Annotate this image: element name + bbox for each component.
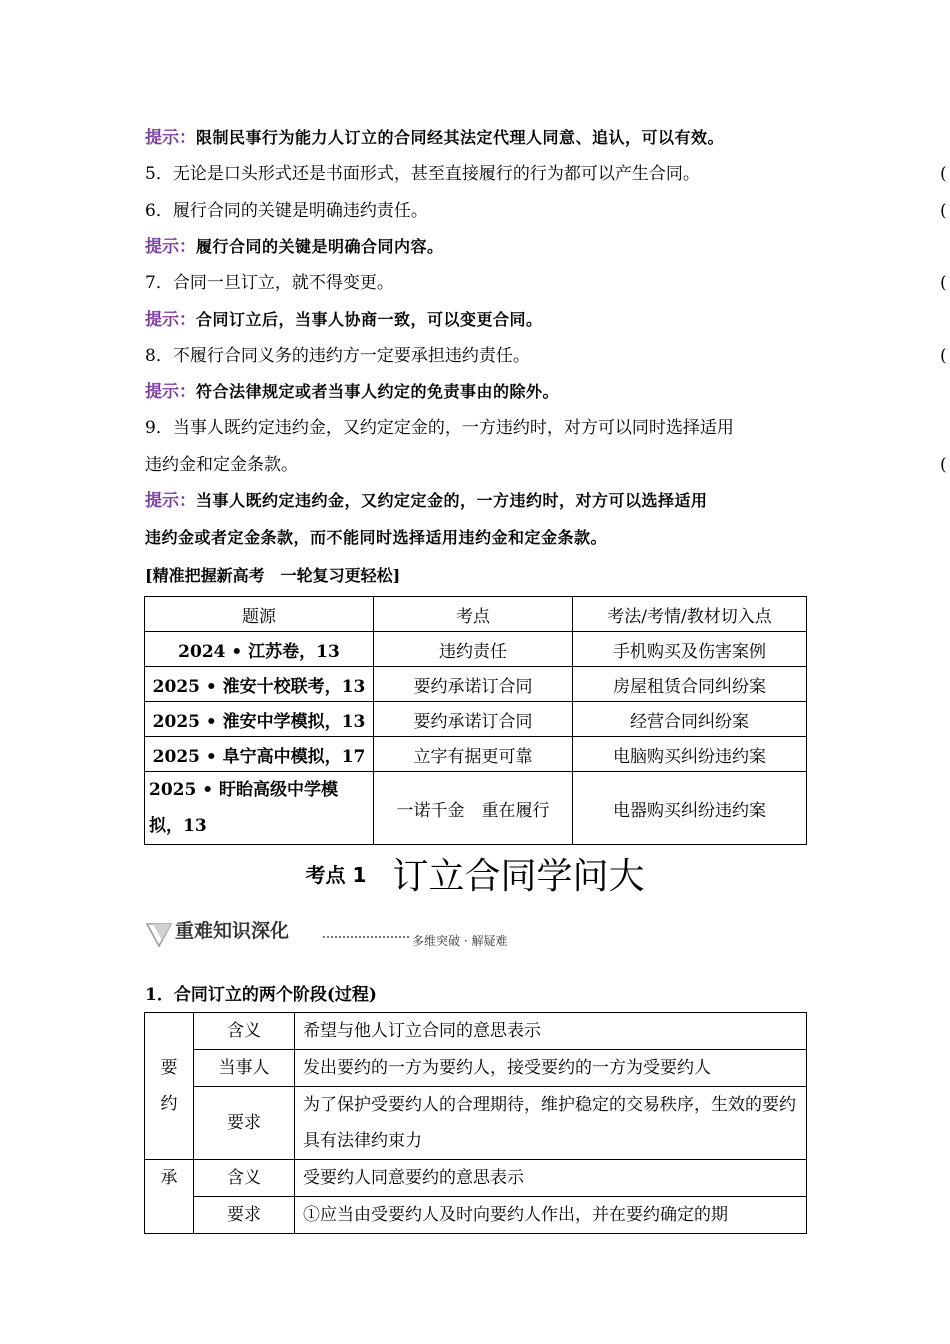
table-cell: 希望与他人订立合同的意思表示	[295, 1013, 807, 1050]
table-cell: 要求	[194, 1197, 295, 1234]
offer-label: 要约	[145, 1013, 194, 1160]
topic-heading	[0, 848, 950, 899]
table-cell: 一诺千金 重在履行	[374, 772, 573, 845]
table-cell: 要约承诺订合同	[374, 667, 573, 702]
hint-label: 提示：	[145, 237, 196, 257]
answer-paren: (	[940, 273, 947, 293]
hint-label: 提示：	[145, 382, 196, 402]
hint-line	[145, 236, 444, 258]
table-cell: 2025 • 淮安中学模拟，13	[145, 702, 374, 737]
hint-line	[145, 309, 543, 331]
table-cell: 要约承诺订合同	[374, 702, 573, 737]
question-9-line-2: 违约金和定金条款。	[145, 455, 298, 475]
table-cell: 2025 • 盱眙高级中学模拟，13	[145, 772, 374, 845]
answer-paren: (	[940, 164, 947, 184]
hint-text: 违约金或者定金条款，而不能同时选择适用违约金和定金条款。	[145, 528, 608, 547]
hint-line-continued	[145, 527, 607, 549]
table-cell: 违约责任	[374, 632, 573, 667]
hint-label: 提示：	[145, 310, 196, 330]
table-header: 题源	[145, 597, 374, 632]
hint-text: 合同订立后，当事人协商一致，可以变更合同。	[196, 310, 543, 329]
hint-text: 符合法律规定或者当事人约定的免责事由的除外。	[196, 382, 560, 401]
source-table	[144, 596, 807, 845]
table-row	[145, 737, 807, 772]
table-cell: 房屋租赁合同纠纷案	[573, 667, 807, 702]
table-cell: 发出要约的一方为要约人，接受要约的一方为受要约人	[295, 1050, 807, 1087]
question-8: 8．不履行合同义务的违约方一定要承担违约责任。	[145, 346, 530, 366]
question-6: 6．履行合同的关键是明确违约责任。	[145, 201, 428, 221]
stage-table	[144, 1012, 807, 1234]
table-cell: 电器购买纠纷违约案	[573, 772, 807, 845]
table-cell: 手机购买及伤害案例	[573, 632, 807, 667]
table-row	[145, 1197, 807, 1234]
table-header: 考法/考情/教材切入点	[573, 597, 807, 632]
answer-paren: (	[940, 201, 947, 221]
table-row	[145, 667, 807, 702]
table-cell: 经营合同纠纷案	[573, 702, 807, 737]
topic-label: 考点 1	[305, 863, 367, 887]
topic-title: 订立合同学问大	[392, 856, 645, 897]
section-banner	[145, 916, 545, 952]
table-cell: ①应当由受要约人及时向要约人作出，并在要约确定的期	[295, 1197, 807, 1234]
hint-text: 当事人既约定违约金，又约定定金的，一方违约时，对方可以选择适用	[196, 491, 708, 510]
table-row	[145, 1050, 807, 1087]
table-cell: 当事人	[194, 1050, 295, 1087]
table-cell: 为了保护受要约人的合理期待，维护稳定的交易秩序，生效的要约具有法律约束力	[295, 1087, 807, 1160]
answer-paren: (	[940, 455, 947, 475]
hint-label: 提示：	[145, 128, 196, 148]
table-row	[145, 1160, 807, 1197]
table-row	[145, 632, 807, 667]
question-9-line-1: 9．当事人既约定违约金，又约定定金的，一方违约时，对方可以同时选择适用	[145, 418, 734, 438]
table-cell: 2025 • 阜宁高中模拟，17	[145, 737, 374, 772]
question-7: 7．合同一旦订立，就不得变更。	[145, 273, 394, 293]
section-title: [精准把握新高考 一轮复习更轻松]	[145, 566, 401, 585]
hint-line	[145, 381, 559, 403]
table-cell: 立字有据更可靠	[374, 737, 573, 772]
stage-heading: 1．合同订立的两个阶段(过程)	[145, 985, 377, 1005]
hint-text: 限制民事行为能力人订立的合同经其法定代理人同意、追认，可以有效。	[196, 128, 725, 147]
table-cell: 受要约人同意要约的意思表示	[295, 1160, 807, 1197]
hint-text: 履行合同的关键是明确合同内容。	[196, 237, 444, 256]
table-cell: 电脑购买纠纷违约案	[573, 737, 807, 772]
table-cell: 2025 • 淮安十校联考，13	[145, 667, 374, 702]
question-5: 5．无论是口头形式还是书面形式，甚至直接履行的行为都可以产生合同。	[145, 164, 700, 184]
dotted-divider	[323, 936, 409, 938]
table-cell: 2024 • 江苏卷，13	[145, 632, 374, 667]
answer-paren: (	[940, 346, 947, 366]
hint-line	[145, 490, 708, 512]
table-row	[145, 772, 807, 845]
accept-label: 承	[145, 1160, 194, 1234]
table-row	[145, 1013, 807, 1050]
table-row	[145, 702, 807, 737]
hint-label: 提示：	[145, 491, 196, 511]
table-cell: 含义	[194, 1013, 295, 1050]
banner-subtitle: 多维突破 · 解疑难	[412, 934, 508, 948]
hint-line	[145, 127, 724, 149]
banner-title: 重难知识深化	[175, 920, 290, 942]
table-header: 考点	[374, 597, 573, 632]
table-cell: 含义	[194, 1160, 295, 1197]
triangle-icon	[145, 920, 175, 950]
table-header-row	[145, 597, 807, 632]
table-cell: 要求	[194, 1087, 295, 1160]
